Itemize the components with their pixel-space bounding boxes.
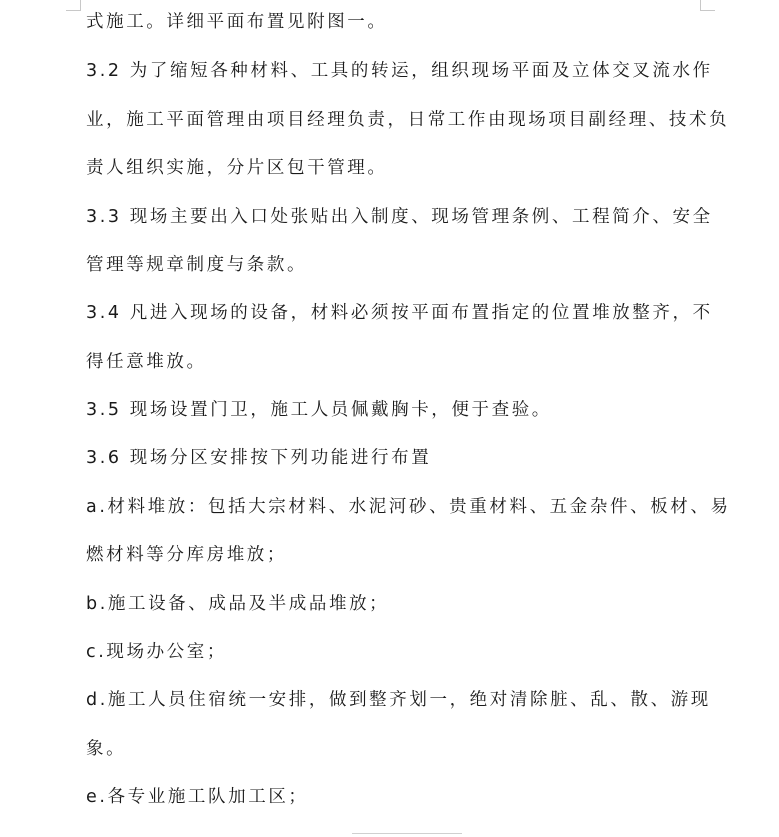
- text-line: c.现场办公室；: [86, 642, 227, 662]
- text-line: a.材料堆放：包括大宗材料、水泥河砂、贵重材料、五金杂件、板材、易: [86, 497, 731, 517]
- text-line: b.施工设备、成品及半成品堆放；: [86, 594, 390, 614]
- text-line: 3.6 现场分区安排按下列功能进行布置: [86, 448, 432, 468]
- text-line: d.施工人员住宿统一安排，做到整齐划一，绝对清除脏、乱、散、游现: [86, 690, 711, 710]
- text-line: 得任意堆放。: [86, 352, 207, 372]
- page-corner-mark-left: [66, 0, 81, 11]
- text-line: 3.3 现场主要出入口处张贴出入制度、现场管理条例、工程简介、安全: [86, 207, 713, 227]
- page-bottom-edge: [352, 833, 462, 834]
- text-line: 管理等规章制度与条款。: [86, 255, 308, 275]
- text-line: e.各专业施工队加工区；: [86, 787, 309, 807]
- text-line: 燃材料等分库房堆放；: [86, 545, 287, 565]
- text-line: 3.2 为了缩短各种材料、工具的转运，组织现场平面及立体交叉流水作: [86, 61, 713, 81]
- text-line: 3.4 凡进入现场的设备，材料必须按平面布置指定的位置堆放整齐，不: [86, 303, 713, 323]
- text-line: 责人组织实施，分片区包干管理。: [86, 158, 388, 178]
- text-line: 3.5 现场设置门卫，施工人员佩戴胸卡，便于查验。: [86, 400, 552, 420]
- text-line: 象。: [86, 739, 127, 759]
- text-line: 式施工。详细平面布置见附图一。: [86, 12, 388, 32]
- text-line: 业，施工平面管理由项目经理负责，日常工作由现场项目副经理、技术负: [86, 110, 730, 130]
